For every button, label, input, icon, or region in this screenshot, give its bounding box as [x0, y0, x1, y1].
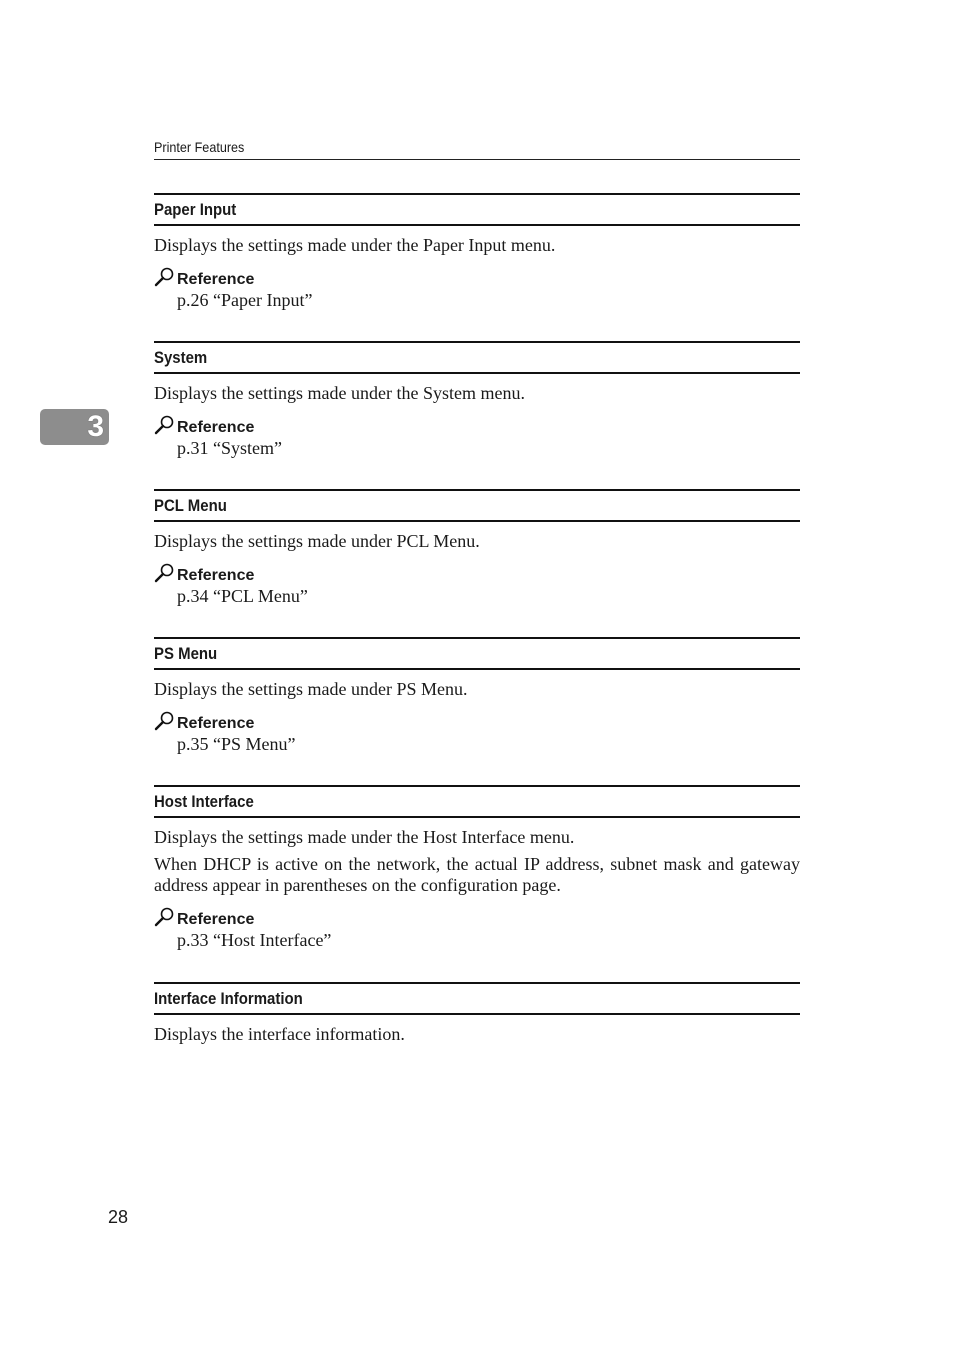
reference-label: Reference [177, 715, 255, 732]
reference-label: Reference [177, 271, 255, 288]
section-title: System [154, 347, 208, 367]
section-heading [154, 982, 800, 1015]
section-paper-input [154, 193, 800, 311]
section-heading [154, 785, 800, 818]
section-title: Paper Input [154, 199, 237, 219]
section-heading [154, 341, 800, 374]
section-description: Displays the settings made under the Host Interface menu. [154, 827, 575, 847]
chapter-number: 3 [87, 410, 104, 443]
reference-link[interactable]: p.35 “PS Menu” [177, 734, 296, 754]
reference-label: Reference [177, 911, 255, 928]
section-interface-information [154, 982, 800, 1045]
magnifier-icon [154, 906, 176, 928]
running-header: Printer Features [154, 139, 245, 155]
section-heading [154, 489, 800, 522]
magnifier-icon [154, 266, 176, 288]
section-note: When DHCP is active on the network, the actual IP address, subnet mask and gateway address appear in parentheses on the configuration page. [154, 854, 800, 895]
magnifier-icon [154, 562, 176, 584]
reference-block [154, 710, 800, 732]
reference-block [154, 414, 800, 436]
section-system [154, 341, 800, 459]
reference-block [154, 266, 800, 288]
section-pcl-menu [154, 489, 800, 607]
section-description: Displays the settings made under the System menu. [154, 383, 525, 403]
section-description: Displays the settings made under the Paper Input menu. [154, 235, 556, 255]
section-title: Host Interface [154, 791, 254, 811]
reference-link[interactable]: p.34 “PCL Menu” [177, 586, 308, 606]
section-description: Displays the settings made under PCL Menu. [154, 531, 480, 551]
reference-block [154, 562, 800, 584]
reference-link[interactable]: p.31 “System” [177, 438, 282, 458]
magnifier-icon [154, 710, 176, 732]
reference-link[interactable]: p.26 “Paper Input” [177, 290, 313, 310]
section-heading [154, 193, 800, 226]
header-rule [154, 159, 800, 160]
section-title: PCL Menu [154, 495, 227, 515]
chapter-tab [40, 409, 109, 445]
reference-label: Reference [177, 419, 255, 436]
section-host-interface [154, 785, 800, 951]
reference-label: Reference [177, 567, 255, 584]
reference-block [154, 906, 800, 928]
section-description: Displays the interface information. [154, 1024, 405, 1044]
section-ps-menu [154, 637, 800, 755]
magnifier-icon [154, 414, 176, 436]
section-title: Interface Information [154, 988, 303, 1008]
section-description: Displays the settings made under PS Menu. [154, 679, 468, 699]
page-number: 28 [108, 1207, 129, 1227]
reference-link[interactable]: p.33 “Host Interface” [177, 930, 332, 950]
section-heading [154, 637, 800, 670]
section-title: PS Menu [154, 643, 218, 663]
